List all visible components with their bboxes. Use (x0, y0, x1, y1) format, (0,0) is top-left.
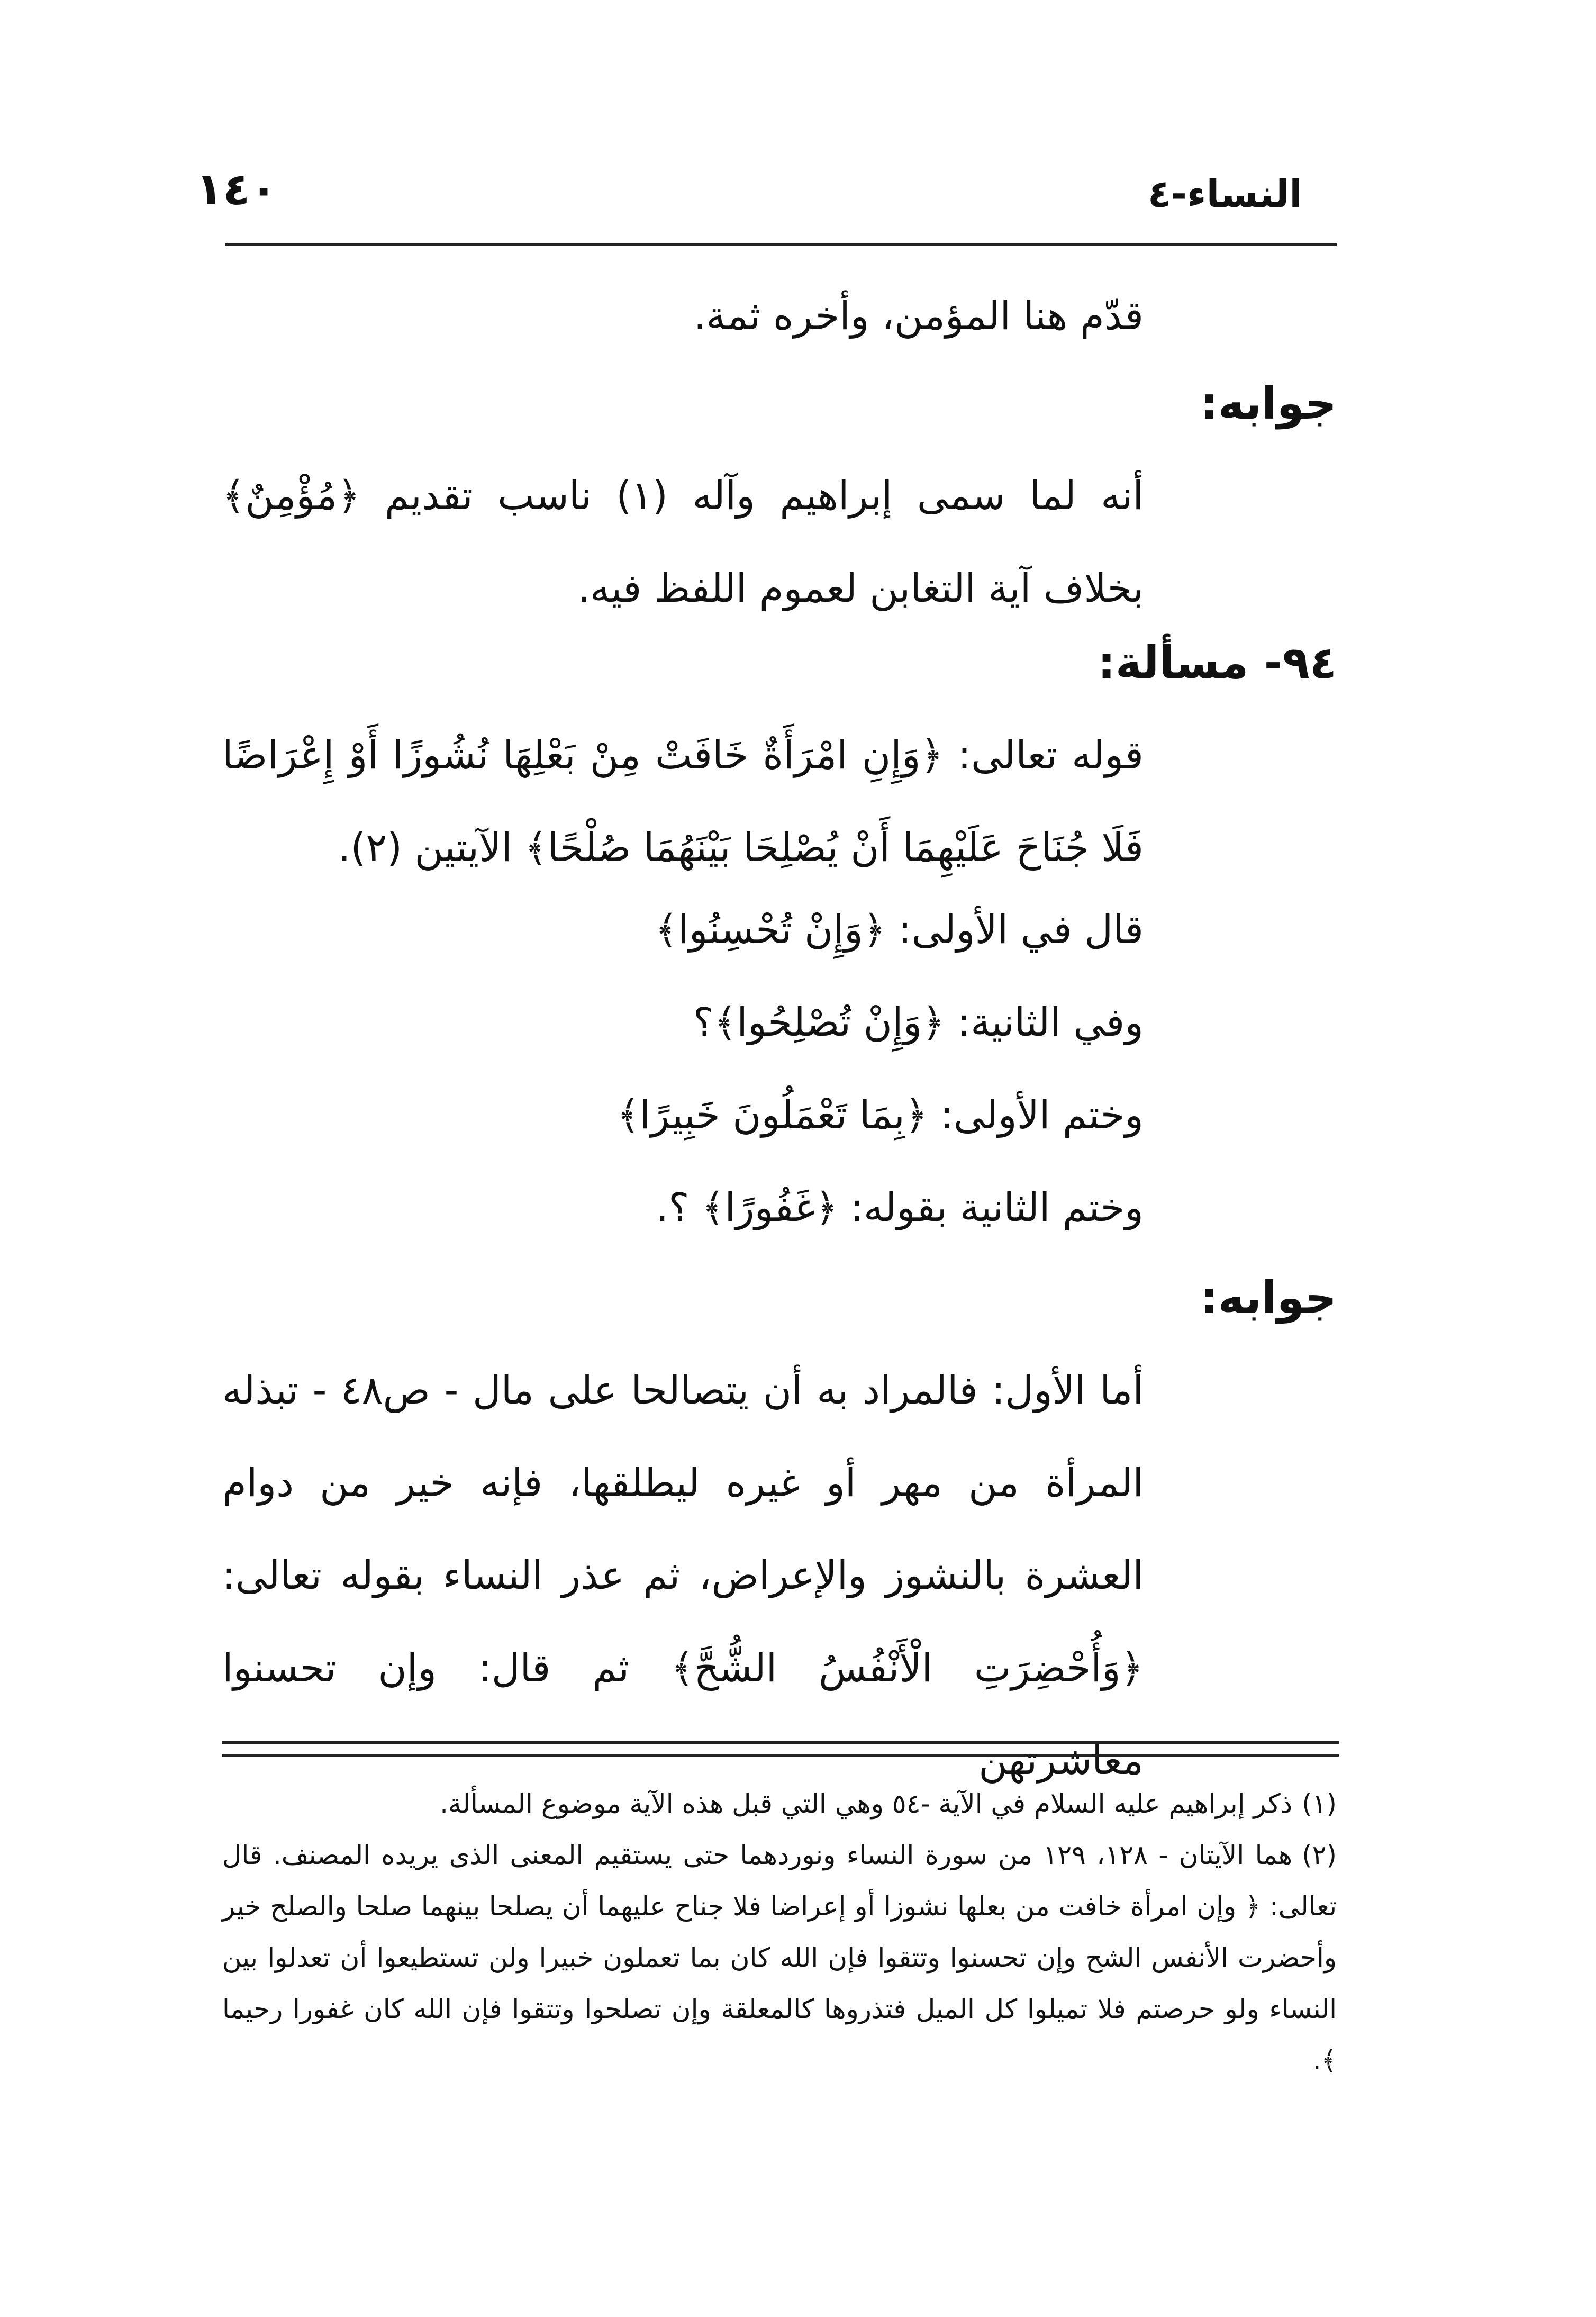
question-line-3: وختم الأولى: ﴿بِمَا تَعْمَلُونَ خَبِيرًا﴾ (616, 1092, 1144, 1138)
answer-heading-1: جوابه: (1200, 377, 1337, 429)
question-line-2: وفي الثانية: ﴿وَإِنْ تُصْلِحُوا﴾؟ (693, 1000, 1144, 1045)
question-line-1: قال في الأولى: ﴿وَإِنْ تُحْسِنُوا﴾ (655, 907, 1144, 953)
footnote-1 (222, 1778, 1337, 1830)
header-rule (225, 243, 1337, 246)
question-heading: ٩٤- مسألة: (1098, 637, 1337, 689)
answer-heading-2: جوابه: (1200, 1272, 1337, 1324)
footnotes (222, 1778, 1337, 2086)
footnote-2-text: هما الآيتان - ١٢٨، ١٢٩ من سورة النساء ونوردهما حتى يستقيم المعنى الذى يريده المصنف. قال تعالى: ﴿ وإن امرأة خافت من بعلها نشوزا أو إعراضا فلا جناح عليهما أن يصلحا بينهما صلحا والصلح خير وأحضرت الأنفس الشح وإن تحسنوا وتتقوا فإن الله كان بما تعملون خبيرا ولن تستطيعوا أن تعدلوا بين النساء ولو حرصتم فلا تميلوا كل الميل فتذروها كالمعلقة وإن تصلحوا وتتقوا فإن الله كان غفورا رحيما ﴾. (222, 1840, 1337, 2076)
running-header-title: النساء-٤ (1147, 171, 1302, 216)
intro-line: قدّم هنا المؤمن، وأخره ثمة. (693, 293, 1144, 339)
footnote-1-text: ذكر إبراهيم عليه السلام في الآية -٥٤ وهي التي قبل هذه الآية موضوع المسألة. (440, 1788, 1293, 1819)
footnote-1-number: (١) (1302, 1788, 1337, 1819)
footnote-2 (222, 1830, 1337, 2086)
answer-paragraph-2: أما الأول: فالمراد به أن يتصالحا على مال - ص٤٨ - تبذله المرأة من مهر أو غيره ليطلقها، فإنه خير من دوام العشرة بالنشوز والإعراض، ثم عذر النساء بقوله تعالى: ﴿وَأُحْضِرَتِ الْأَنْفُسُ الشُّحَّ﴾ ثم قال: وإن تحسنوا معاشرتهن (222, 1368, 1144, 1784)
question-line-4: وختم الثانية بقوله: ﴿غَفُورًا﴾ ؟. (656, 1185, 1144, 1230)
page-number: ١٤٠ (196, 163, 277, 215)
footnote-2-number: (٢) (1302, 1840, 1337, 1870)
question-paragraph: قوله تعالى: ﴿وَإِنِ امْرَأَةٌ خَافَتْ مِنْ بَعْلِهَا نُشُوزًا أَوْ إِعْرَاضًا فَلَا جُنَاحَ عَلَيْهِمَا أَنْ يُصْلِحَا بَيْنَهُمَا صُلْحًا﴾ الآيتين (٢). (222, 732, 1144, 871)
answer-paragraph-1: أنه لما سمى إبراهيم وآله (١) ناسب تقديم ﴿مُؤْمِنٌ﴾ بخلاف آية التغابن لعموم اللفظ فيه. (222, 473, 1144, 611)
footnote-separator (222, 1741, 1339, 1757)
